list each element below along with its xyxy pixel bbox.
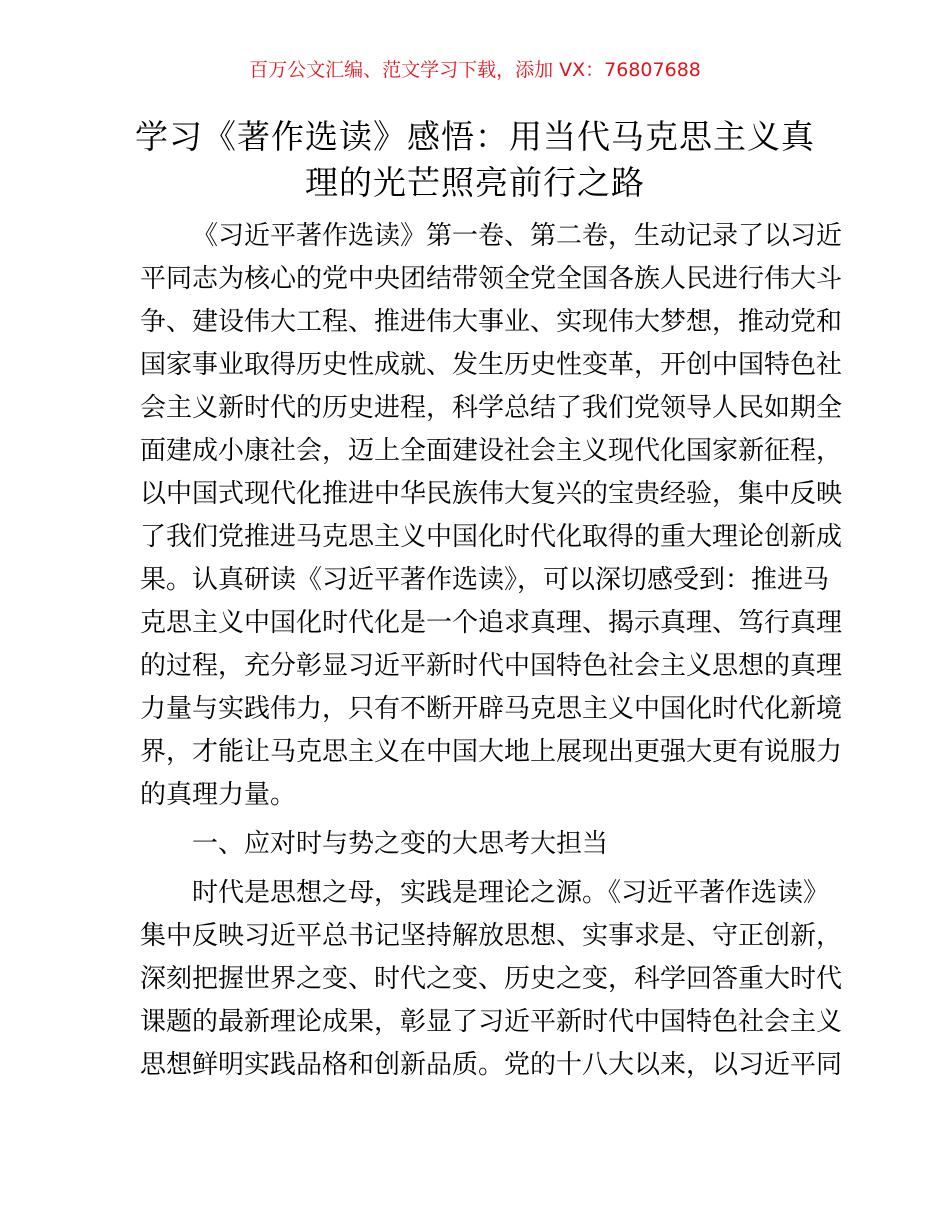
text-line: 会主义新时代的历史进程，科学总结了我们党领导人民如期全	[140, 393, 843, 423]
text-line: 面建成小康社会，迈上全面建设社会主义现代化国家新征程，	[140, 436, 843, 466]
title-line-2: 理的光芒照亮前行之路	[305, 163, 645, 202]
text-line: 国家事业取得历史性成就、发生历史性变革，开创中国特色社	[140, 350, 843, 380]
text-line: 界，才能让马克思主义在中国大地上展现出更强大更有说服力	[140, 737, 843, 767]
text-line: 以中国式现代化推进中华民族伟大复兴的宝贵经验，集中反映	[140, 479, 843, 509]
text-line: 《习近平著作选读》第一卷、第二卷，生动记录了以习近	[192, 221, 843, 251]
document-body	[140, 215, 843, 1087]
paragraph-1	[140, 215, 843, 817]
text-line: 深刻把握世界之变、时代之变、历史之变，科学回答重大时代	[140, 964, 843, 994]
watermark-header: 百万公文汇编、范文学习下载，添加 VX：76807688	[249, 59, 701, 81]
text-line: 思想鲜明实践品格和创新品质。党的十八大以来，以习近平同	[140, 1050, 843, 1080]
paragraph-2	[140, 872, 843, 1087]
text-line: 时代是思想之母，实践是理论之源。《习近平著作选读》	[192, 878, 830, 908]
text-line: 的真理力量。	[140, 780, 297, 810]
section-heading-1: 一、应对时与势之变的大思考大担当	[192, 829, 609, 859]
text-line: 争、建设伟大工程、推进伟大事业、实现伟大梦想，推动党和	[140, 307, 843, 337]
text-line: 了我们党推进马克思主义中国化时代化取得的重大理论创新成	[140, 522, 843, 552]
text-line: 课题的最新理论成果，彰显了习近平新时代中国特色社会主义	[140, 1007, 843, 1037]
text-line: 力量与实践伟力，只有不断开辟马克思主义中国化时代化新境	[140, 694, 843, 724]
document-title	[120, 114, 830, 206]
title-line-1: 学习《著作选读》感悟：用当代马克思主义真	[135, 117, 815, 156]
text-line: 果。认真研读《习近平著作选读》，可以深切感受到：推进马	[140, 565, 830, 595]
text-line: 平同志为核心的党中央团结带领全党全国各族人民进行伟大斗	[140, 264, 843, 294]
text-line: 的过程，充分彰显习近平新时代中国特色社会主义思想的真理	[140, 651, 843, 681]
text-line: 集中反映习近平总书记坚持解放思想、实事求是、守正创新，	[140, 921, 843, 951]
text-line: 克思主义中国化时代化是一个追求真理、揭示真理、笃行真理	[140, 608, 843, 638]
